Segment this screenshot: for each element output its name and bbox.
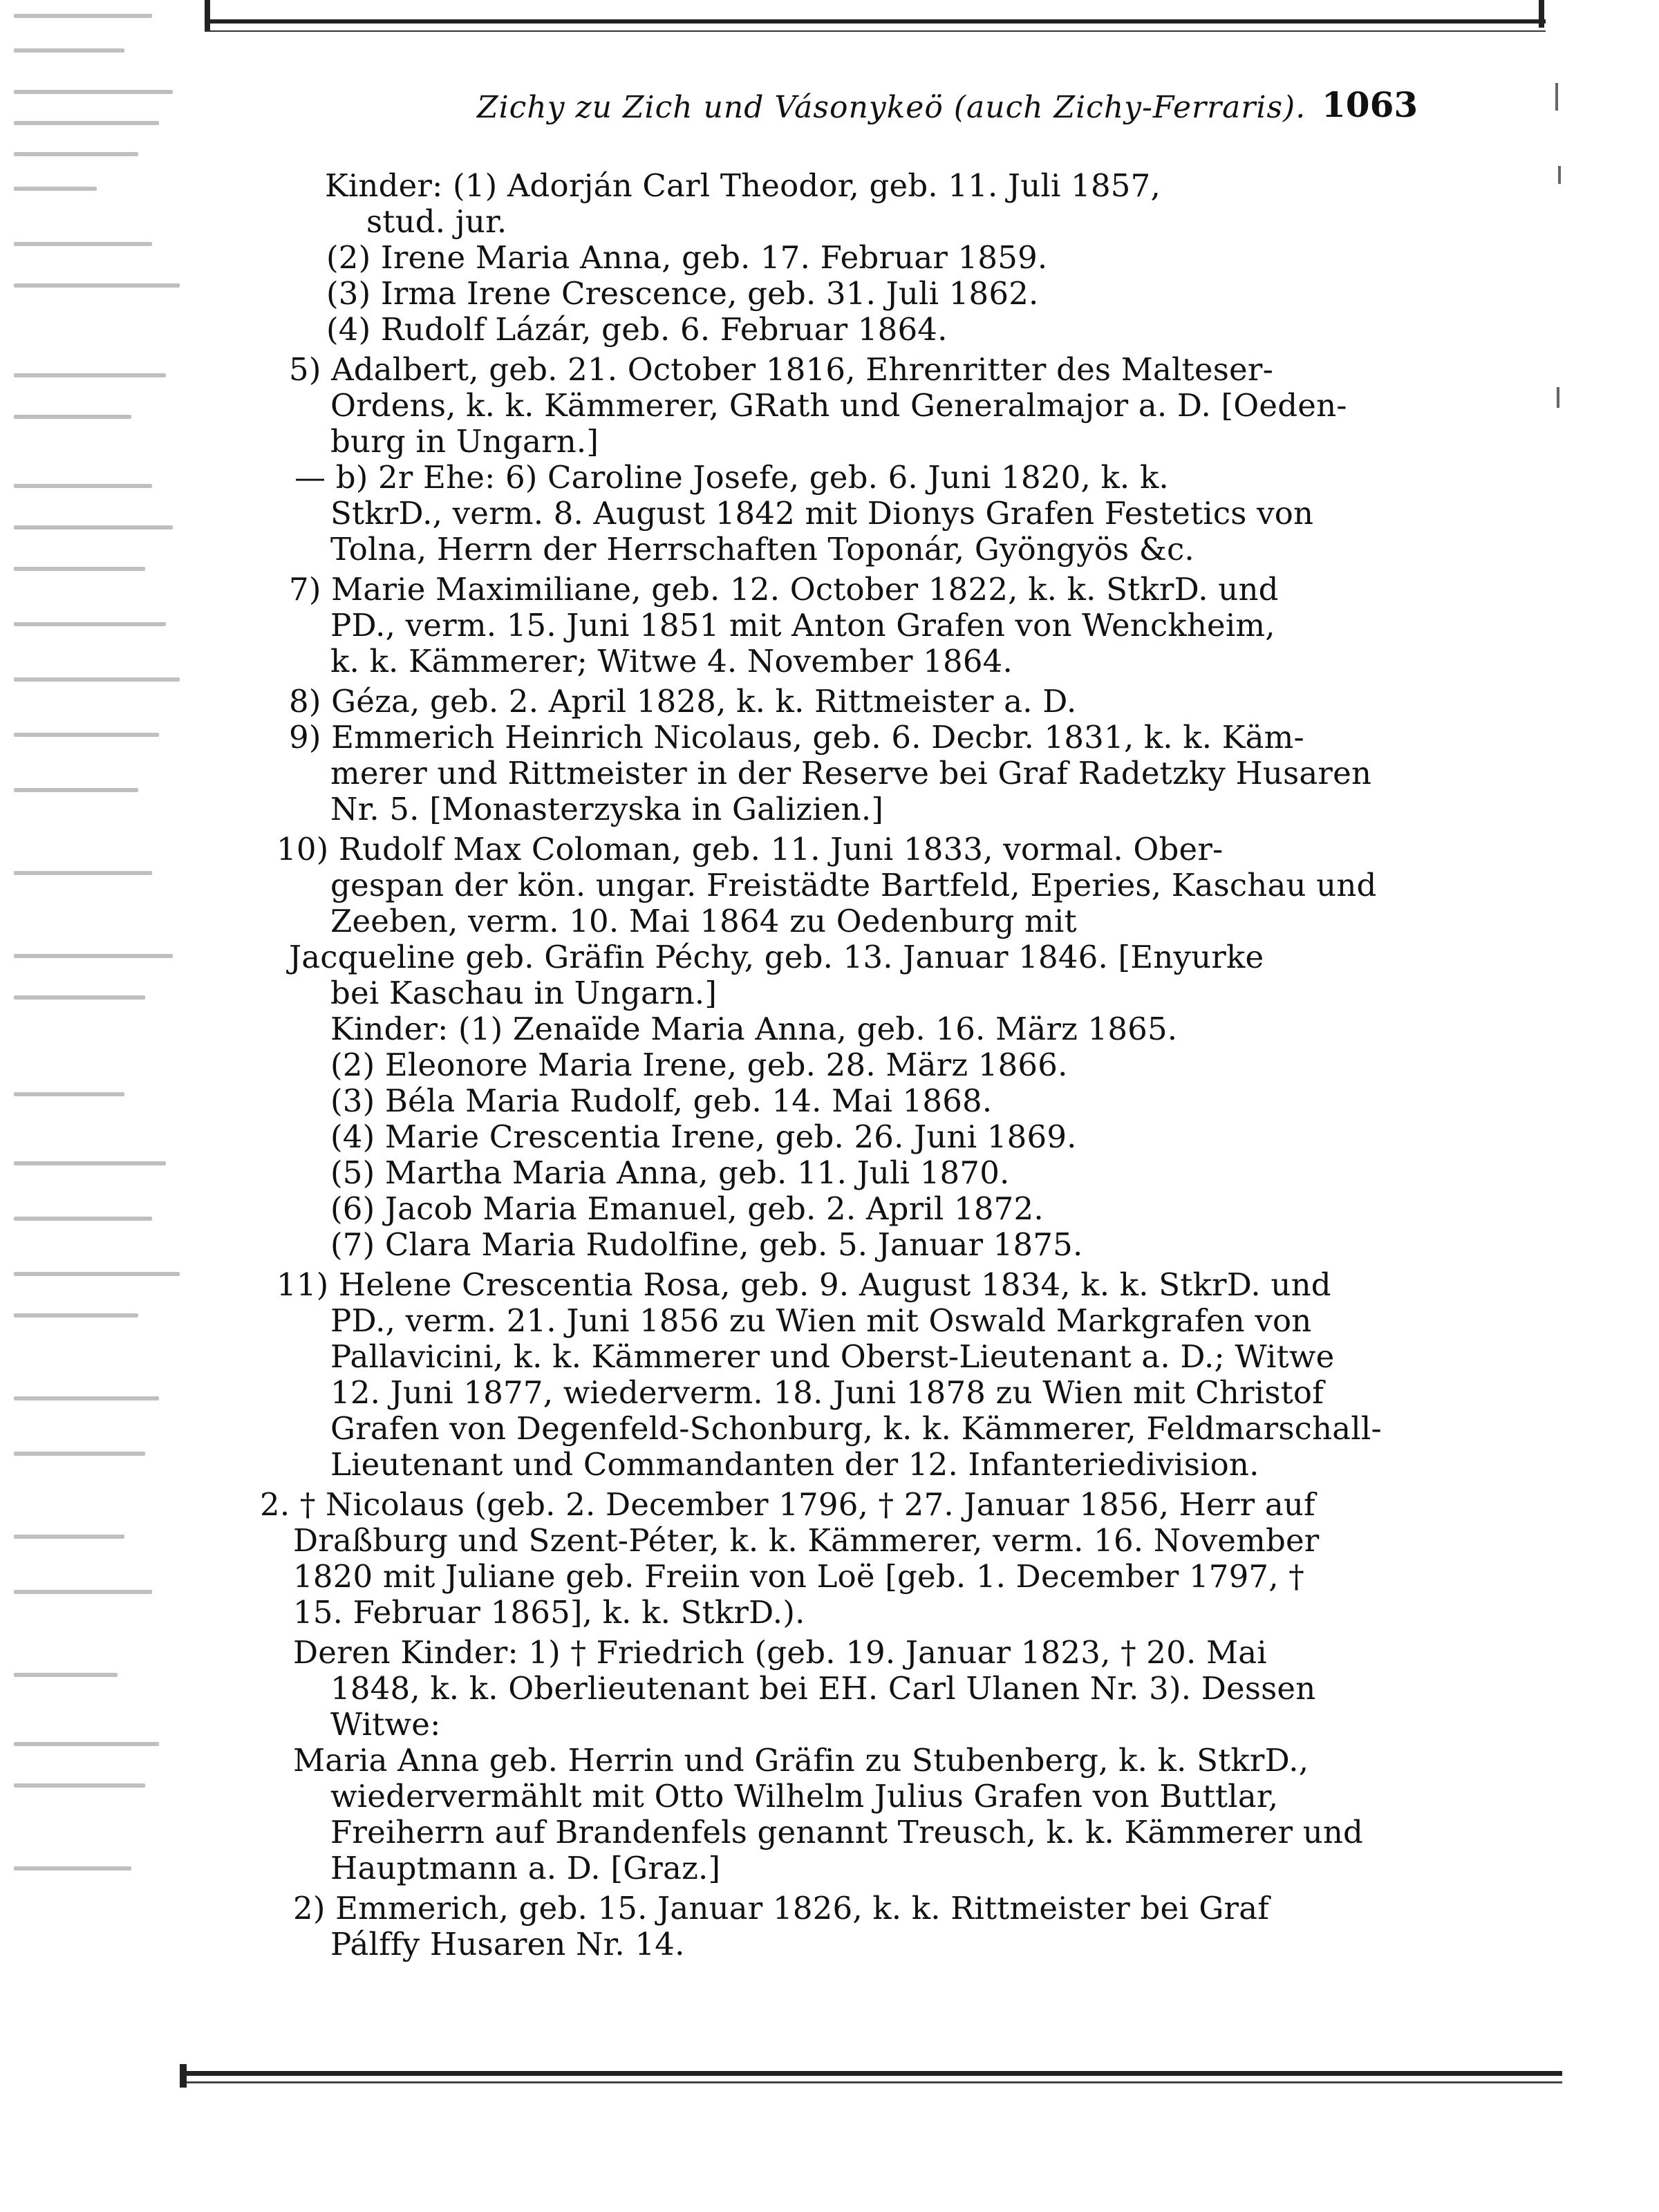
- text-line: Pálffy Husaren Nr. 14.: [330, 1926, 685, 1962]
- text-line: Lieutenant und Commandanten der 12. Infanteriedivision.: [330, 1446, 1259, 1483]
- text-line: — b) 2r Ehe: 6) Caroline Josefe, geb. 6. Juni 1820, k. k.: [294, 459, 1169, 496]
- text-line: PD., verm. 15. Juni 1851 mit Anton Grafen von Wenckheim,: [330, 607, 1275, 644]
- text-line: burg in Ungarn.]: [330, 423, 599, 460]
- text-line: Nr. 5. [Monasterzyska in Galizien.]: [330, 791, 884, 827]
- text-line: Witwe:: [330, 1706, 441, 1743]
- text-line: 1848, k. k. Oberlieutenant bei EH. Carl Ulanen Nr. 3). Dessen: [330, 1670, 1316, 1707]
- text-line: (3) Irma Irene Crescence, geb. 31. Juli 1862.: [326, 275, 1039, 312]
- text-line: (3) Béla Maria Rudolf, geb. 14. Mai 1868.: [330, 1082, 993, 1119]
- show-through-margin: [0, 0, 194, 2212]
- top-rule-right-corner: [1539, 0, 1544, 28]
- text-line: (7) Clara Maria Rudolfine, geb. 5. Januar 1875.: [330, 1226, 1083, 1263]
- bottom-rule-end: [180, 2064, 187, 2088]
- margin-speck: [1558, 166, 1561, 184]
- page-number: 1063: [1322, 84, 1418, 125]
- text-line: Kinder: (1) Zenaïde Maria Anna, geb. 16. März 1865.: [330, 1011, 1178, 1047]
- text-line: gespan der kön. ungar. Freistädte Bartfeld, Eperies, Kaschau und: [330, 867, 1377, 903]
- text-line: Hauptmann a. D. [Graz.]: [330, 1850, 721, 1886]
- top-rule: [205, 19, 1546, 32]
- text-line: 2. † Nicolaus (geb. 2. December 1796, † 27. Januar 1856, Herr auf: [260, 1486, 1315, 1523]
- text-line: 7) Marie Maximiliane, geb. 12. October 1822, k. k. StkrD. und: [289, 571, 1279, 608]
- text-line: 9) Emmerich Heinrich Nicolaus, geb. 6. Decbr. 1831, k. k. Käm-: [289, 719, 1304, 756]
- text-line: Deren Kinder: 1) † Friedrich (geb. 19. Januar 1823, † 20. Mai: [293, 1634, 1267, 1671]
- text-line: (2) Irene Maria Anna, geb. 17. Februar 1859.: [326, 239, 1048, 276]
- text-line: StkrD., verm. 8. August 1842 mit Dionys Grafen Festetics von: [330, 495, 1314, 532]
- text-line: Tolna, Herrn der Herrschaften Toponár, Gyöngyös &c.: [330, 531, 1194, 568]
- text-line: 1820 mit Juliane geb. Freiin von Loë [geb. 1. December 1797, †: [293, 1558, 1304, 1595]
- text-line: Ordens, k. k. Kämmerer, GRath und Generalmajor a. D. [Oeden-: [330, 387, 1347, 424]
- text-line: (4) Marie Crescentia Irene, geb. 26. Juni 1869.: [330, 1118, 1077, 1155]
- text-line: Draßburg und Szent-Péter, k. k. Kämmerer, verm. 16. November: [293, 1522, 1320, 1559]
- margin-speck: [1555, 83, 1558, 111]
- text-line: 5) Adalbert, geb. 21. October 1816, Ehrenritter des Malteser-: [289, 351, 1273, 388]
- text-line: (4) Rudolf Lázár, geb. 6. Februar 1864.: [326, 311, 948, 348]
- text-line: 11) Helene Crescentia Rosa, geb. 9. August 1834, k. k. StkrD. und: [276, 1266, 1331, 1303]
- text-line: 15. Februar 1865], k. k. StkrD.).: [293, 1594, 805, 1631]
- text-line: merer und Rittmeister in der Reserve bei Graf Radetzky Husaren: [330, 755, 1372, 791]
- text-line: Jacqueline geb. Gräfin Péchy, geb. 13. Januar 1846. [Enyurke: [289, 939, 1264, 975]
- text-line: Grafen von Degenfeld-Schonburg, k. k. Kämmerer, Feldmarschall-: [330, 1410, 1382, 1447]
- text-line: 12. Juni 1877, wiederverm. 18. Juni 1878 zu Wien mit Christof: [330, 1374, 1324, 1411]
- text-line: Pallavicini, k. k. Kämmerer und Oberst-Lieutenant a. D.; Witwe: [330, 1338, 1335, 1375]
- text-line: PD., verm. 21. Juni 1856 zu Wien mit Oswald Markgrafen von: [330, 1302, 1312, 1339]
- text-line: Freiherrn auf Brandenfels genannt Treusch, k. k. Kämmerer und: [330, 1814, 1364, 1850]
- text-line: Kinder: (1) Adorján Carl Theodor, geb. 11. Juli 1857,: [325, 167, 1161, 204]
- text-line: 10) Rudolf Max Coloman, geb. 11. Juni 1833, vormal. Ober-: [276, 831, 1224, 868]
- text-line: (6) Jacob Maria Emanuel, geb. 2. April 1872.: [330, 1190, 1044, 1227]
- text-line: Zeeben, verm. 10. Mai 1864 zu Oedenburg mit: [330, 903, 1077, 939]
- running-head: Zichy zu Zich und Vásonykeö (auch Zichy-Ferraris).: [477, 90, 1306, 125]
- text-line: Maria Anna geb. Herrin und Gräfin zu Stubenberg, k. k. StkrD.,: [293, 1742, 1309, 1779]
- bottom-rule: [187, 2071, 1562, 2083]
- text-line: 8) Géza, geb. 2. April 1828, k. k. Rittmeister a. D.: [289, 683, 1077, 720]
- text-line: (2) Eleonore Maria Irene, geb. 28. März 1866.: [330, 1047, 1068, 1083]
- text-line: 2) Emmerich, geb. 15. Januar 1826, k. k. Rittmeister bei Graf: [293, 1890, 1270, 1927]
- text-line: (5) Martha Maria Anna, geb. 11. Juli 1870.: [330, 1154, 1010, 1191]
- text-line: wiedervermählt mit Otto Wilhelm Julius Grafen von Buttlar,: [330, 1778, 1279, 1815]
- text-line: bei Kaschau in Ungarn.]: [330, 975, 718, 1011]
- text-line: stud. jur.: [366, 203, 507, 240]
- text-line: k. k. Kämmerer; Witwe 4. November 1864.: [330, 643, 1013, 679]
- margin-speck: [1557, 387, 1559, 408]
